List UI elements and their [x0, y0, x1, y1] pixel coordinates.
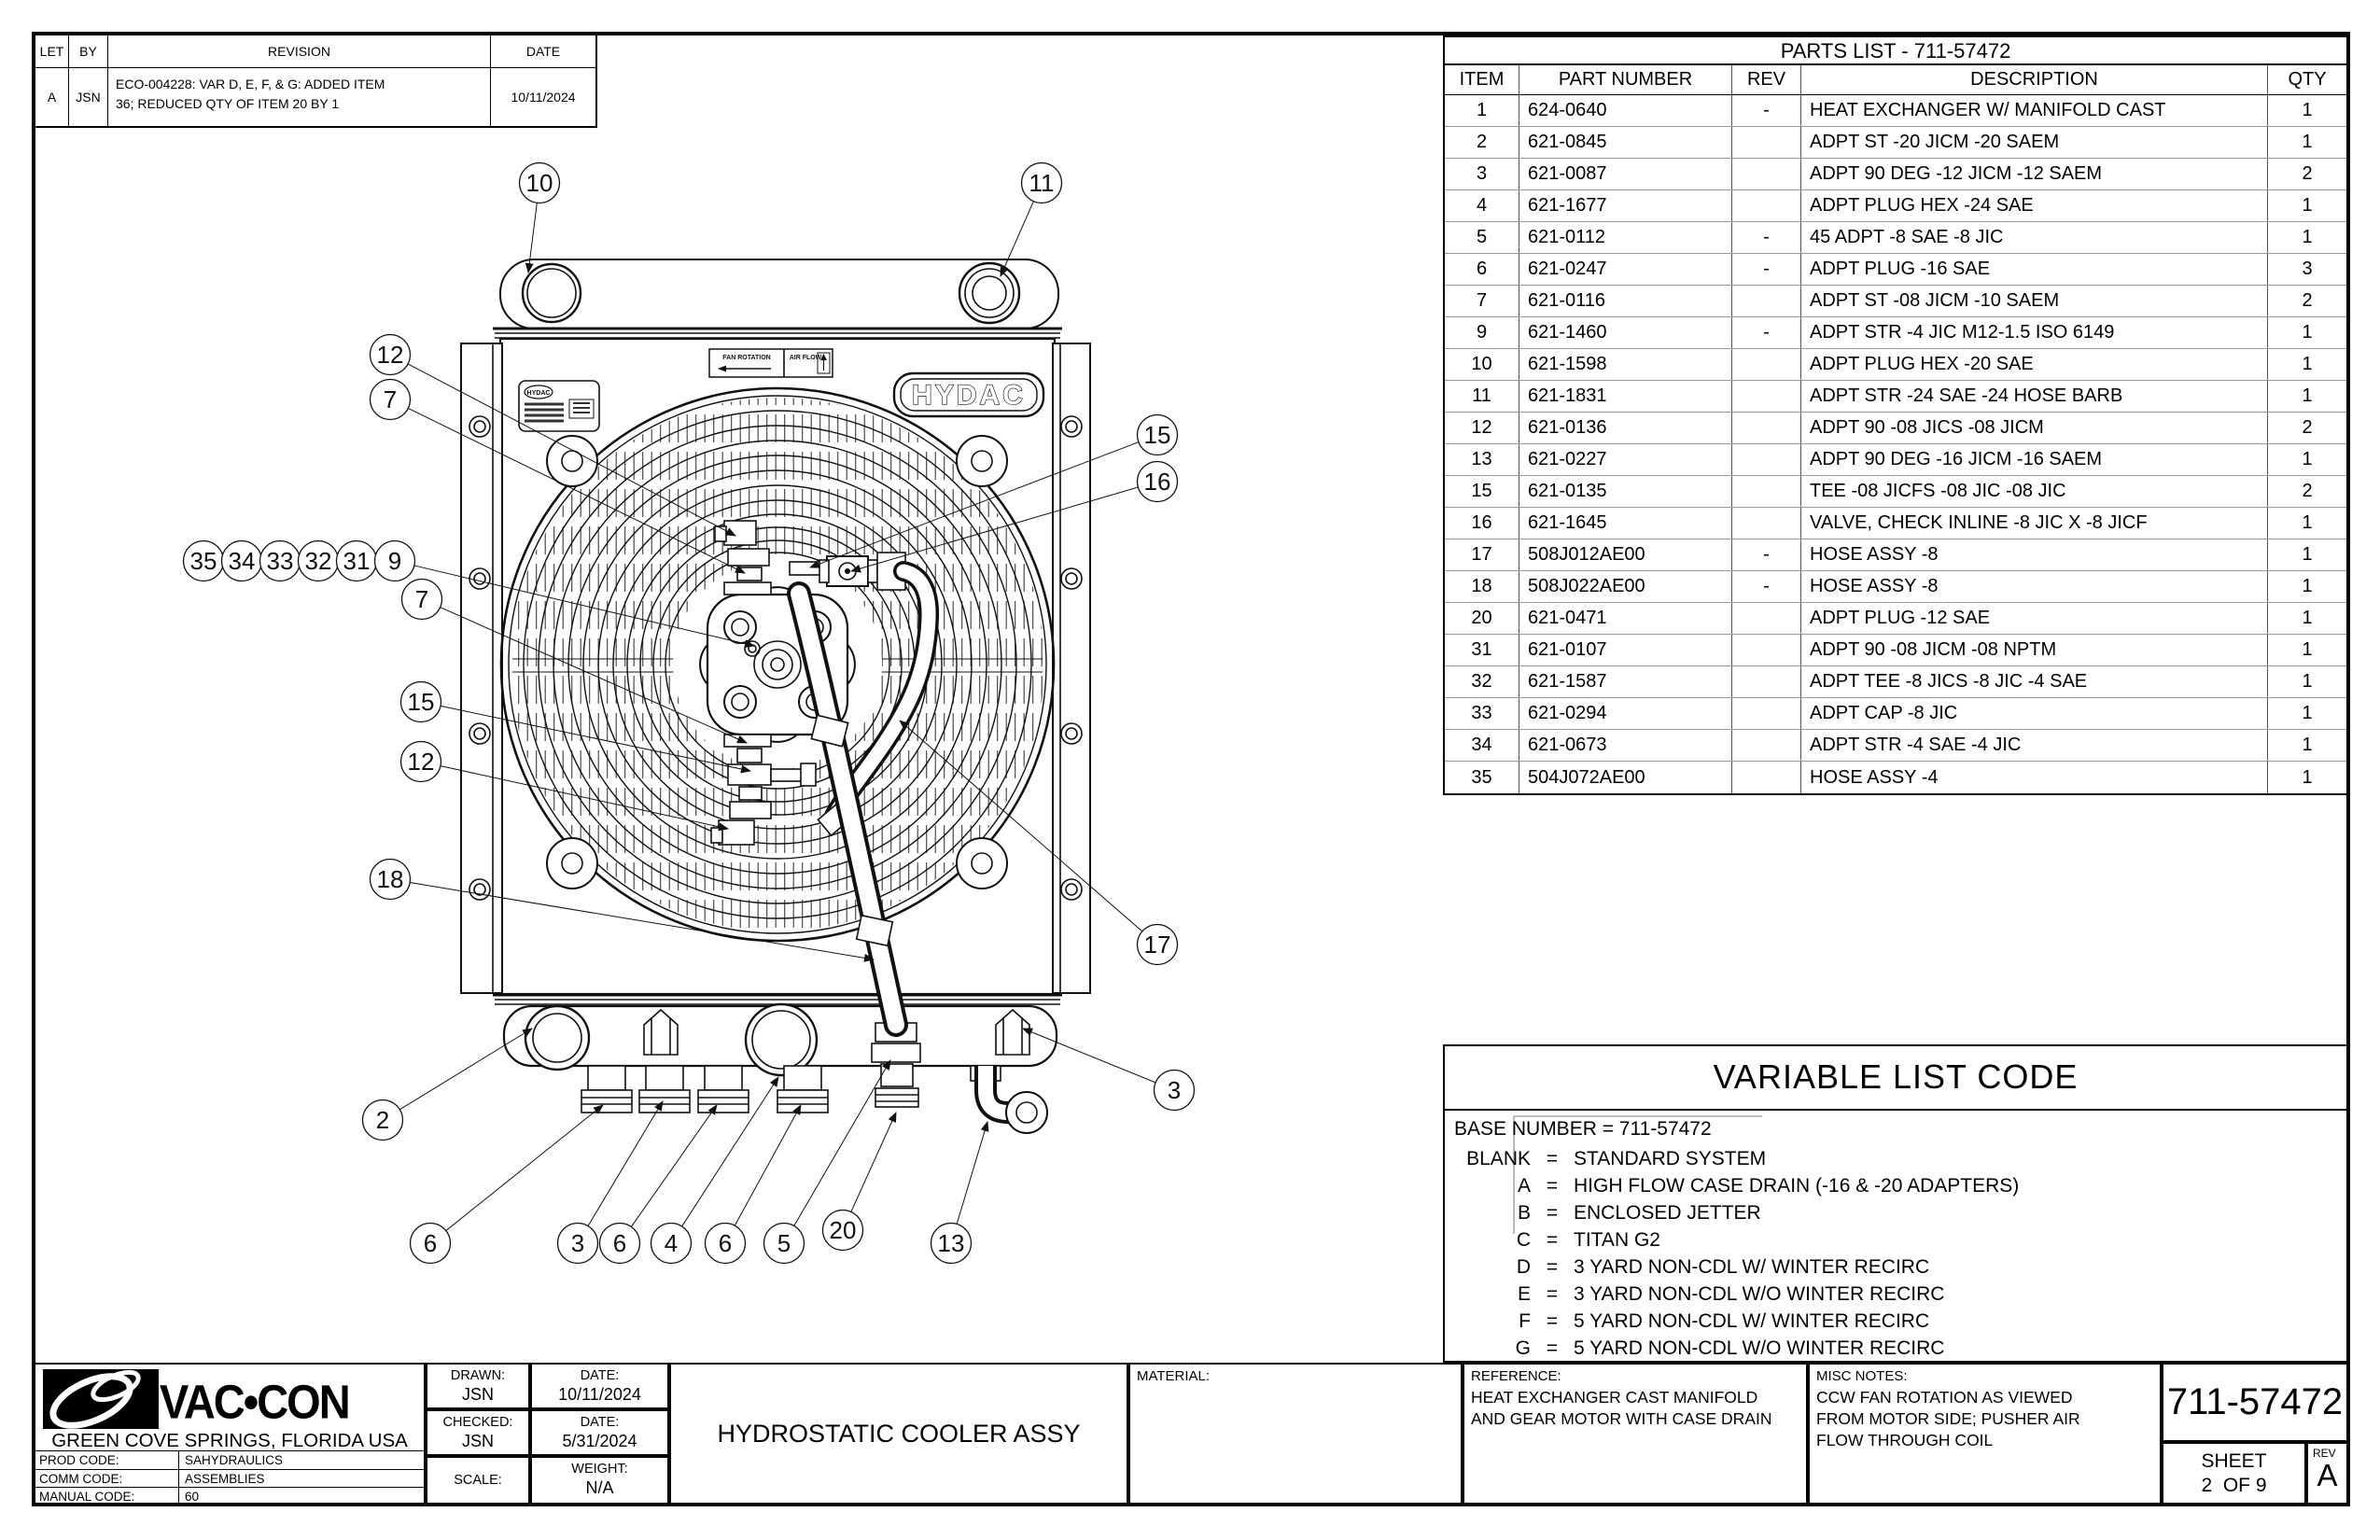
parts-row [1445, 476, 2346, 508]
variant-code: F [1519, 1309, 1531, 1332]
revision-date: 10/11/2024 [511, 90, 576, 105]
drawn-date-cell [530, 1363, 669, 1409]
part-rev [1732, 666, 1801, 697]
balloon-number: 12 [407, 748, 435, 776]
balloon-leader [446, 1105, 603, 1231]
balloon-number: 7 [383, 385, 398, 413]
company-code-row [35, 1451, 424, 1470]
balloon-leader [399, 1029, 532, 1110]
parts-row [1445, 317, 2346, 349]
vac-con-logo [43, 1369, 159, 1429]
part-rev [1732, 159, 1801, 189]
drawn-date-label: DATE: [580, 1368, 620, 1383]
part-item: 10 [1445, 349, 1519, 380]
variant-code: A [1517, 1174, 1531, 1197]
part-qty: 1 [2302, 544, 2313, 565]
part-item: 11 [1445, 381, 1519, 412]
misc-line-3: FLOW THROUGH COIL [1816, 1431, 1994, 1449]
part-number: 621-0471 [1519, 603, 1732, 634]
part-qty: 1 [2302, 608, 2313, 628]
balloon-number: 13 [937, 1229, 965, 1257]
balloon-number: 7 [414, 585, 429, 613]
part-qty: 1 [2302, 766, 2313, 788]
balloon-number: 33 [266, 547, 294, 575]
part-item: 32 [1445, 666, 1519, 697]
part-number: 621-0136 [1519, 413, 1732, 443]
part-description: ADPT 90 -08 JICS -08 JICM [1801, 413, 2268, 443]
part-item: 17 [1445, 539, 1519, 570]
part-rev: - [1732, 317, 1801, 348]
part-number: 621-1645 [1519, 508, 1732, 539]
reference-label: REFERENCE: [1471, 1368, 1561, 1384]
part-item: 20 [1445, 603, 1519, 634]
drawn-value: JSN [461, 1385, 494, 1404]
drawn-date-value: 10/11/2024 [558, 1385, 641, 1404]
balloon-number: 11 [1029, 169, 1055, 197]
balloon-number: 6 [718, 1229, 733, 1257]
part-rev: - [1732, 95, 1801, 126]
balloon-number: 10 [525, 169, 553, 197]
part-qty: 1 [2302, 703, 2313, 723]
company-name: VAC•CON [160, 1374, 349, 1429]
material-label: MATERIAL: [1137, 1368, 1211, 1384]
bottom-manifold [504, 1004, 1057, 1075]
reference-line-1: HEAT EXCHANGER CAST MANIFOLD [1471, 1388, 1758, 1407]
part-qty: 1 [2302, 671, 2313, 692]
part-number: 621-1587 [1519, 666, 1732, 697]
weight-cell [530, 1456, 669, 1505]
part-qty: 3 [2302, 259, 2313, 279]
variant-description: ENCLOSED JETTER [1574, 1201, 1761, 1224]
part-description: 45 ADPT -8 SAE -8 JIC [1801, 222, 2268, 253]
part-number: 621-0087 [1519, 159, 1732, 189]
part-qty: 1 [2302, 449, 2313, 469]
company-code-row [35, 1470, 424, 1489]
company-codes [35, 1450, 424, 1506]
part-qty: 1 [2302, 354, 2313, 374]
variant-description: 3 YARD NON-CDL W/ WINTER RECIRC [1574, 1255, 1930, 1278]
checked-date-cell [530, 1409, 669, 1456]
part-rev [1732, 698, 1801, 729]
revision-let: A [35, 68, 69, 126]
checked-value: JSN [461, 1432, 494, 1450]
variant-description: 5 YARD NON-CDL W/O WINTER RECIRC [1574, 1337, 1945, 1359]
scale-label: SCALE: [454, 1473, 502, 1488]
code-value: ASSEMBLIES [185, 1471, 265, 1486]
parts-row [1445, 698, 2346, 730]
balloon-number: 34 [228, 547, 256, 575]
drawing-number: 711-57472 [2162, 1363, 2348, 1442]
variant-code: C [1516, 1228, 1531, 1251]
parts-row [1445, 413, 2346, 444]
parts-list-rows [1445, 95, 2346, 793]
part-qty: 2 [2302, 290, 2313, 311]
variable-list-entry [1445, 1145, 2346, 1172]
base-number: BASE NUMBER = 711-57472 [1454, 1118, 1712, 1140]
parts-row [1445, 762, 2346, 793]
part-description: ADPT ST -20 JICM -20 SAEM [1801, 127, 2268, 158]
balloon-leader [957, 1122, 987, 1224]
checked-cell [426, 1409, 530, 1456]
variant-code: B [1517, 1201, 1531, 1224]
sheet-value: 2 OF 9 [2201, 1474, 2267, 1496]
rev-cell [2306, 1442, 2348, 1505]
part-rev [1732, 476, 1801, 507]
hydac-brand-text: HYDAC [912, 380, 1026, 411]
parts-row [1445, 222, 2346, 254]
part-item: 3 [1445, 159, 1519, 189]
part-item: 18 [1445, 571, 1519, 602]
misc-notes-block [1808, 1363, 2162, 1505]
variable-list-entry [1445, 1308, 2346, 1335]
revision-line-2: 36; REDUCED QTY OF ITEM 20 BY 1 [116, 96, 340, 111]
part-rev [1732, 381, 1801, 412]
balloon-number: 5 [777, 1229, 791, 1257]
part-item: 9 [1445, 317, 1519, 348]
part-item: 2 [1445, 127, 1519, 158]
equals-sign: = [1546, 1337, 1559, 1359]
balloon-number: 2 [375, 1106, 390, 1134]
part-description: ADPT PLUG -16 SAE [1801, 254, 2268, 285]
parts-row [1445, 159, 2346, 190]
part-rev [1732, 603, 1801, 634]
balloon-number: 6 [612, 1229, 627, 1257]
part-rev [1732, 635, 1801, 665]
parts-list [1443, 35, 2348, 795]
company-block [34, 1363, 426, 1505]
parts-row [1445, 286, 2346, 317]
parts-row [1445, 730, 2346, 762]
sheet-cell [2162, 1442, 2306, 1505]
part-qty: 1 [2302, 512, 2313, 533]
part-number: 508J022AE00 [1519, 571, 1732, 602]
part-description: ADPT PLUG HEX -24 SAE [1801, 190, 2268, 221]
fan-rotation-label [709, 349, 833, 377]
part-number: 504J072AE00 [1519, 762, 1732, 793]
part-rev [1732, 190, 1801, 221]
revision-by: JSN [69, 68, 108, 126]
part-rev [1732, 508, 1801, 539]
part-description: ADPT STR -4 JIC M12-1.5 ISO 6149 [1801, 317, 2268, 348]
part-number: 621-1677 [1519, 190, 1732, 221]
part-number: 621-0135 [1519, 476, 1732, 507]
checked-label: CHECKED: [442, 1415, 513, 1430]
parts-row [1445, 254, 2346, 286]
part-description: HOSE ASSY -8 [1801, 539, 2268, 570]
equals-sign: = [1546, 1174, 1559, 1197]
parts-row [1445, 349, 2346, 381]
revision-col-let: LET [35, 35, 69, 67]
part-description: TEE -08 JICFS -08 JIC -08 JIC [1801, 476, 2268, 507]
weight-label: WEIGHT: [571, 1462, 628, 1477]
scale-cell [426, 1456, 530, 1505]
part-description: ADPT TEE -8 JICS -8 JIC -4 SAE [1801, 666, 2268, 697]
variable-list-code [1443, 1044, 2348, 1363]
signoff-block [426, 1363, 669, 1505]
part-description: HOSE ASSY -8 [1801, 571, 2268, 602]
part-description: HEAT EXCHANGER W/ MANIFOLD CAST [1801, 95, 2268, 126]
variable-list-entry [1445, 1335, 2346, 1362]
parts-row [1445, 127, 2346, 159]
part-qty: 1 [2302, 385, 2313, 406]
part-number: 621-0247 [1519, 254, 1732, 285]
balloon-leader [735, 1105, 801, 1225]
variant-code: D [1516, 1255, 1531, 1278]
part-description: ADPT 90 DEG -16 JICM -16 SAEM [1801, 444, 2268, 475]
code-value: 60 [185, 1490, 200, 1505]
drawn-cell [426, 1363, 530, 1409]
part-qty: 1 [2302, 735, 2313, 755]
part-rev: - [1732, 539, 1801, 570]
part-number: 621-0227 [1519, 444, 1732, 475]
variant-description: STANDARD SYSTEM [1574, 1147, 1767, 1169]
part-description: ADPT PLUG -12 SAE [1801, 603, 2268, 634]
part-number: 621-1598 [1519, 349, 1732, 380]
part-rev [1732, 127, 1801, 158]
part-item: 15 [1445, 476, 1519, 507]
checked-date-label: DATE: [580, 1415, 620, 1430]
variant-code: E [1517, 1282, 1531, 1305]
balloon-leader [851, 1113, 896, 1211]
variable-list-entry [1445, 1226, 2346, 1253]
part-description: ADPT ST -08 JICM -10 SAEM [1801, 286, 2268, 316]
variant-description: 3 YARD NON-CDL W/O WINTER RECIRC [1574, 1282, 1945, 1305]
code-label: PROD CODE: [35, 1451, 179, 1469]
part-rev [1732, 413, 1801, 443]
variable-list-entries [1445, 1145, 2346, 1362]
drawing-title: HYDROSTATIC COOLER ASSY [669, 1363, 1128, 1505]
parts-row [1445, 571, 2346, 603]
balloon-number: 32 [304, 547, 332, 575]
part-description: ADPT PLUG HEX -20 SAE [1801, 349, 2268, 380]
parts-list-title: PARTS LIST - 711-57472 [1445, 37, 2346, 65]
equals-sign: = [1546, 1228, 1559, 1251]
revision-description [108, 68, 491, 126]
fan-rotation-text: FAN ROTATION [722, 355, 771, 361]
part-description: ADPT 90 DEG -12 JICM -12 SAEM [1801, 159, 2268, 189]
part-rev [1732, 444, 1801, 475]
company-location: GREEN COVE SPRINGS, FLORIDA USA [51, 1430, 408, 1451]
part-qty: 1 [2302, 195, 2313, 216]
part-qty: 1 [2302, 322, 2313, 343]
part-rev: - [1732, 254, 1801, 285]
revision-table-header [35, 35, 595, 68]
code-label: COMM CODE: [35, 1470, 179, 1488]
part-item: 5 [1445, 222, 1519, 253]
variant-code: G [1515, 1337, 1531, 1359]
part-description: ADPT STR -4 SAE -4 JIC [1801, 730, 2268, 761]
part-rev [1732, 730, 1801, 761]
equals-sign: = [1546, 1201, 1559, 1224]
variant-description: HIGH FLOW CASE DRAIN (-16 & -20 ADAPTERS) [1574, 1174, 2020, 1197]
part-qty: 2 [2302, 163, 2313, 184]
part-item: 7 [1445, 286, 1519, 316]
material-block [1128, 1363, 1463, 1505]
variable-list-entry [1445, 1172, 2346, 1199]
part-item: 34 [1445, 730, 1519, 761]
part-item: 1 [1445, 95, 1519, 126]
part-item: 4 [1445, 190, 1519, 221]
balloon-number: 6 [423, 1229, 438, 1257]
part-description: ADPT CAP -8 JIC [1801, 698, 2268, 729]
part-number: 621-0673 [1519, 730, 1732, 761]
code-value: SAHYDRAULICS [185, 1453, 284, 1467]
part-number: 621-0116 [1519, 286, 1732, 316]
part-rev: - [1732, 222, 1801, 253]
part-number: 624-0640 [1519, 95, 1732, 126]
rev-label: REV [2313, 1447, 2336, 1460]
parts-row [1445, 603, 2346, 635]
part-description: ADPT 90 -08 JICM -08 NPTM [1801, 635, 2268, 665]
balloon-number: 17 [1143, 931, 1171, 959]
variable-list-entry [1445, 1253, 2346, 1281]
header-rev: REV [1732, 65, 1801, 94]
part-qty: 1 [2302, 100, 2313, 120]
balloon-number: 35 [189, 547, 217, 575]
equals-sign: = [1546, 1282, 1559, 1305]
revision-col-by: BY [69, 35, 108, 67]
checked-date-value: 5/31/2024 [562, 1432, 637, 1450]
part-description: HOSE ASSY -4 [1801, 762, 2268, 793]
variant-description: TITAN G2 [1574, 1228, 1660, 1251]
part-number: 621-1831 [1519, 381, 1732, 412]
part-rev [1732, 286, 1801, 316]
parts-row [1445, 444, 2346, 476]
part-item: 13 [1445, 444, 1519, 475]
balloon-number: 31 [343, 547, 371, 575]
part-rev [1732, 762, 1801, 793]
reference-block [1463, 1363, 1808, 1505]
part-item: 16 [1445, 508, 1519, 539]
balloon-number: 9 [387, 547, 402, 575]
balloon-number: 3 [1167, 1076, 1182, 1104]
code-label: MANUAL CODE: [35, 1488, 179, 1506]
parts-row [1445, 539, 2346, 571]
balloon-leader [588, 1101, 663, 1226]
part-rev [1732, 349, 1801, 380]
part-number: 621-0845 [1519, 127, 1732, 158]
part-rev: - [1732, 571, 1801, 602]
equals-sign: = [1546, 1147, 1559, 1169]
revision-col-date: DATE [525, 44, 561, 59]
misc-notes-label: MISC NOTES: [1816, 1368, 1908, 1384]
balloon-number: 15 [1143, 421, 1171, 449]
header-item: ITEM [1445, 65, 1519, 94]
misc-line-2: FROM MOTOR SIDE; PUSHER AIR [1816, 1409, 2080, 1428]
revision-col-revision: REVISION [108, 35, 491, 67]
variable-list-title: VARIABLE LIST CODE [1445, 1046, 2346, 1111]
variant-description: 5 YARD NON-CDL W/ WINTER RECIRC [1574, 1309, 1930, 1332]
part-qty: 2 [2302, 481, 2313, 501]
part-qty: 1 [2302, 227, 2313, 247]
sheet-label: SHEET [2201, 1449, 2267, 1472]
part-number: 621-0294 [1519, 698, 1732, 729]
parts-row [1445, 508, 2346, 539]
rev-value: A [2317, 1458, 2338, 1492]
part-qty: 1 [2302, 132, 2313, 152]
reference-line-2: AND GEAR MOTOR WITH CASE DRAIN [1471, 1409, 1772, 1428]
revision-table [34, 34, 597, 128]
air-flow-text: AIR FLOW [789, 355, 822, 361]
balloon-number: 16 [1143, 468, 1171, 496]
part-qty: 2 [2302, 417, 2313, 438]
variable-list-entry [1445, 1199, 2346, 1226]
gear-motor [673, 560, 882, 769]
parts-row [1445, 635, 2346, 666]
parts-row [1445, 381, 2346, 413]
parts-row [1445, 95, 2346, 127]
header-description: DESCRIPTION [1801, 65, 2268, 94]
name-plate-brand-text: HYDAC [526, 390, 551, 397]
hydac-name-plate [519, 381, 599, 431]
part-item: 6 [1445, 254, 1519, 285]
header-qty: QTY [2288, 69, 2327, 90]
company-code-row [35, 1488, 424, 1506]
part-qty: 1 [2302, 576, 2313, 596]
top-manifold [500, 259, 1058, 329]
part-item: 31 [1445, 635, 1519, 665]
part-description: ADPT STR -24 SAE -24 HOSE BARB [1801, 381, 2268, 412]
part-number: 621-0107 [1519, 635, 1732, 665]
header-part-number: PART NUMBER [1519, 65, 1732, 94]
part-qty: 1 [2302, 639, 2313, 660]
variant-code: BLANK [1466, 1147, 1531, 1169]
part-number: 621-1460 [1519, 317, 1732, 348]
balloon-leader [631, 1105, 717, 1226]
part-item: 12 [1445, 413, 1519, 443]
parts-list-header [1445, 65, 2346, 95]
part-number: 621-0112 [1519, 222, 1732, 253]
weight-value: N/A [585, 1478, 614, 1497]
parts-row [1445, 666, 2346, 698]
variable-list-entry [1445, 1281, 2346, 1308]
balloon-number: 12 [376, 341, 404, 369]
drawn-label: DRAWN: [450, 1368, 506, 1383]
part-item: 35 [1445, 762, 1519, 793]
balloon-number: 18 [376, 865, 404, 893]
part-description: VALVE, CHECK INLINE -8 JIC X -8 JICF [1801, 508, 2268, 539]
equals-sign: = [1546, 1309, 1559, 1332]
revision-row [35, 68, 595, 126]
balloon-number: 15 [407, 688, 435, 716]
revision-line-1: ECO-004228: VAR D, E, F, & G: ADDED ITEM [116, 77, 385, 91]
cooler-drawing [461, 259, 1090, 1133]
parts-row [1445, 190, 2346, 222]
hydac-brand-plate [894, 373, 1043, 416]
part-item: 33 [1445, 698, 1519, 729]
balloon-number: 4 [664, 1229, 679, 1257]
equals-sign: = [1546, 1255, 1559, 1278]
balloon-number: 20 [829, 1216, 857, 1244]
part-number: 508J012AE00 [1519, 539, 1732, 570]
balloon-number: 3 [570, 1229, 585, 1257]
misc-line-1: CCW FAN ROTATION AS VIEWED [1816, 1388, 2073, 1407]
